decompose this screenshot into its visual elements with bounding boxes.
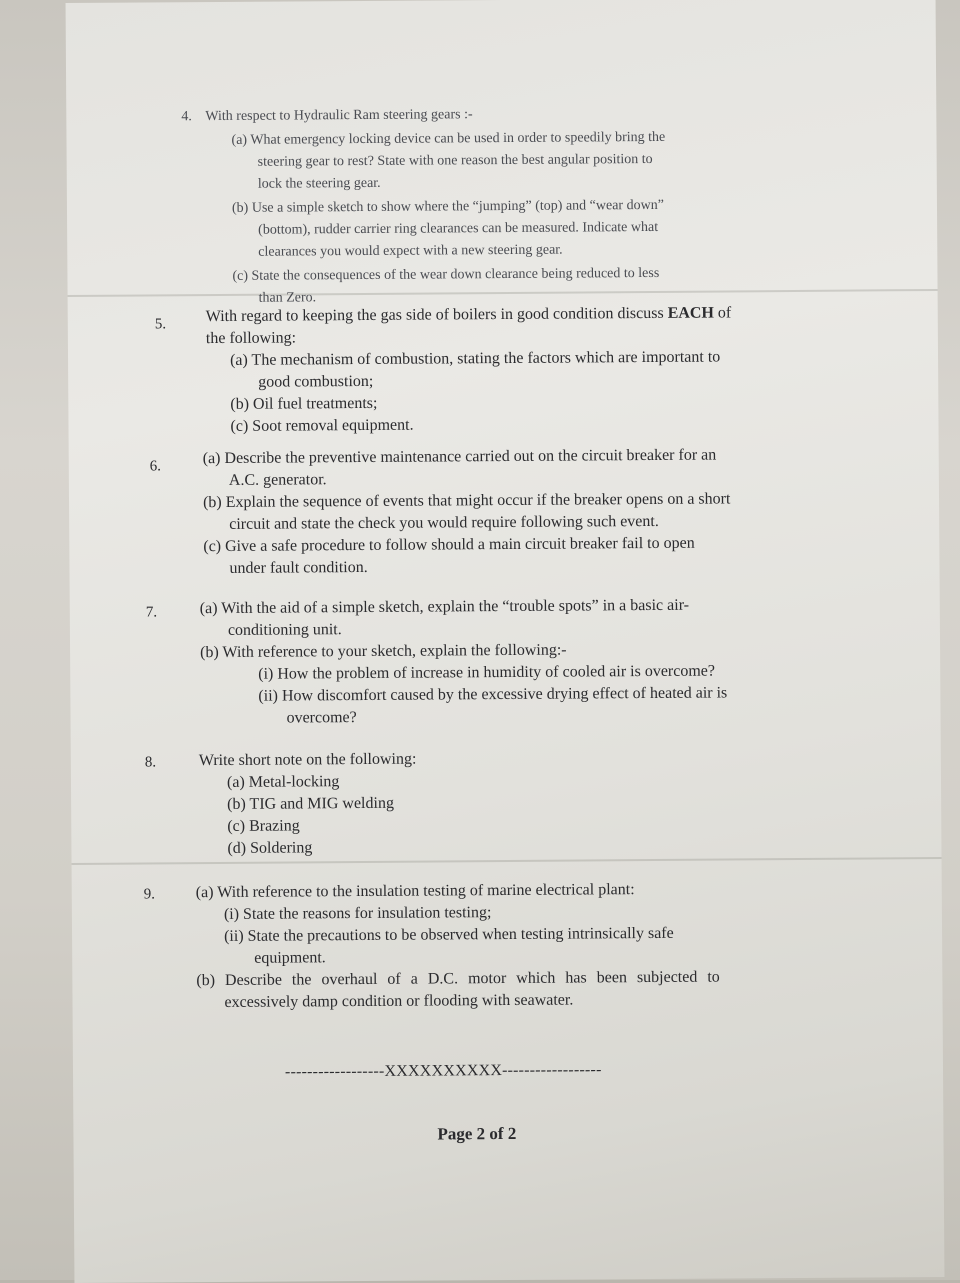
question-stem: With regard to keeping the gas side of boilers in good condition discuss EACH of [205, 304, 732, 326]
part-a-line: (a) With the aid of a simple sketch, explain the “trouble spots” in a basic air- [199, 596, 690, 618]
part-b-line: clearances you would expect with a new steering gear. [258, 242, 563, 260]
page-number: Page 2 of 2 [437, 1123, 517, 1144]
part-c-line: (c) State the consequences of the wear down clearance being reduced to less [232, 265, 660, 284]
part-a-line: good combustion; [258, 372, 374, 391]
exam-sheet [66, 0, 945, 1283]
part-c-line: (c) Soot removal equipment. [230, 416, 414, 435]
question-7 [200, 594, 728, 730]
question-stem: the following: [205, 329, 297, 348]
question-8 [199, 749, 417, 861]
part-b-line: (b) Oil fuel treatments; [230, 394, 378, 413]
part-a-line: (a) Describe the preventive maintenance carried out on the circuit breaker for an [202, 446, 717, 468]
part-a-line: conditioning unit. [227, 621, 342, 639]
question-stem: With respect to Hydraulic Ram steering gears :- [205, 107, 473, 125]
part-a-line: A.C. generator. [228, 471, 327, 489]
part-c-line: under fault condition. [229, 558, 368, 577]
list-item: (d) Soldering [227, 839, 313, 857]
emphasis-each: EACH [667, 304, 714, 322]
subpart-ii-line: equipment. [254, 949, 326, 967]
subpart-ii-line: overcome? [286, 709, 357, 727]
question-number: 8. [144, 754, 157, 771]
subpart-ii-line: (ii) State the precautions to be observed when testing intrinsically safe [224, 924, 674, 945]
end-separator: ------------------XXXXXXXXXX------------------ [284, 1061, 602, 1081]
question-9 [196, 879, 720, 1015]
part-b-line: excessively damp condition or flooding with seawater. [224, 991, 574, 1011]
part-a-line: (a) What emergency locking device can be used in order to speedily bring the [231, 129, 666, 148]
question-number: 5. [154, 316, 167, 333]
part-b-line: (b) Explain the sequence of events that might occur if the breaker opens on a short [202, 490, 731, 512]
question-stem: Write short note on the following: [198, 750, 417, 770]
subpart-i-line: (i) How the problem of increase in humidity of cooled air is overcome? [258, 662, 716, 683]
list-item: (b) TIG and MIG welding [227, 794, 394, 813]
part-a-line: steering gear to rest? State with one reason the best angular position to [257, 151, 653, 170]
part-c-line: (c) Give a safe procedure to follow should a main circuit breaker fail to open [203, 534, 695, 556]
part-c-line: than Zero. [258, 290, 317, 306]
part-b-line: (b) Describe the overhaul of a D.C. motor which has been subjected to [196, 968, 720, 990]
question-6 [203, 444, 731, 580]
part-b-line: (b) Use a simple sketch to show where the “jumping” (top) and “wear down” [231, 197, 664, 216]
part-a-line: lock the steering gear. [257, 175, 381, 192]
list-item: (a) Metal-locking [226, 773, 340, 791]
part-b-line: circuit and state the check you would require following such event. [229, 512, 659, 533]
part-a-line: (a) The mechanism of combustion, stating the factors which are important to [229, 348, 721, 369]
question-4 [181, 103, 666, 310]
question-number: 4. [181, 109, 192, 125]
question-number: 9. [143, 886, 156, 903]
question-number: 6. [149, 458, 162, 475]
question-number: 7. [145, 604, 158, 621]
subpart-i-line: (i) State the reasons for insulation testing; [223, 904, 492, 923]
list-item: (c) Brazing [227, 817, 300, 835]
part-b-line: (b) With reference to your sketch, explain the following:- [200, 641, 567, 662]
subpart-ii-line: (ii) How discomfort caused by the excessive drying effect of heated air is [258, 684, 728, 705]
question-5 [206, 302, 732, 438]
part-b-line: (bottom), rudder carrier ring clearances can be measured. Indicate what [258, 219, 659, 238]
part-a-line: (a) With reference to the insulation testing of marine electrical plant: [195, 881, 635, 902]
